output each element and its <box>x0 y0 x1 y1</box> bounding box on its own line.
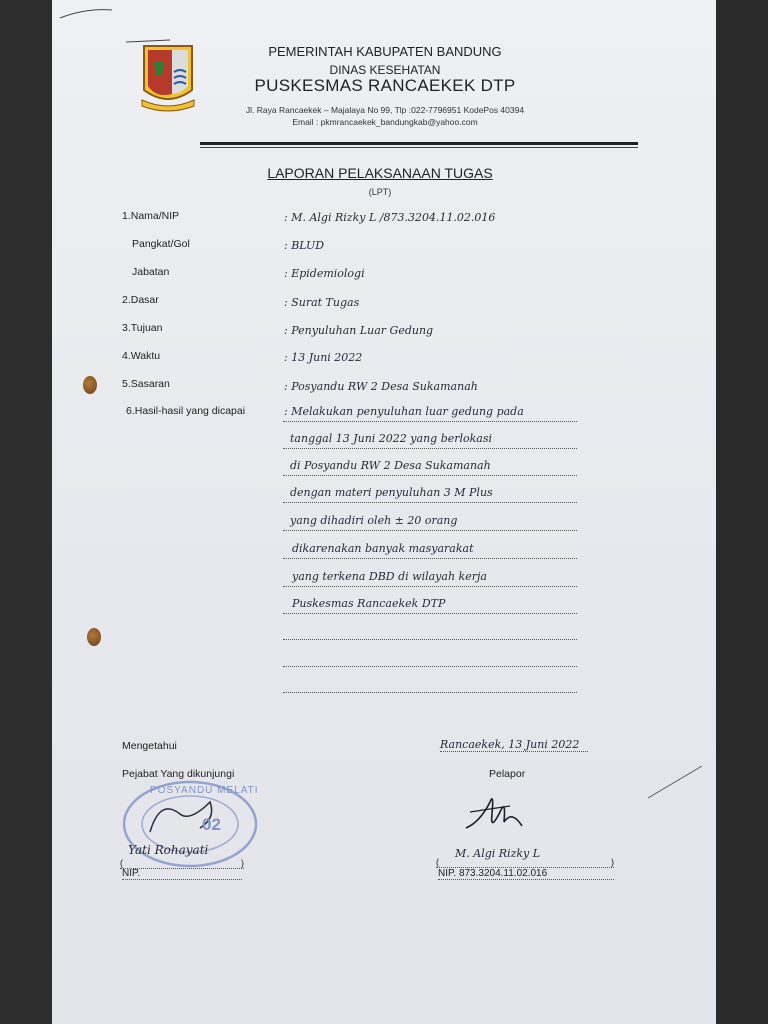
hasil-line-11 <box>283 692 577 693</box>
hasil-line-4: dengan materi penyuluhan 3 M Plus <box>290 486 493 499</box>
hasil-line-2: tanggal 13 Juni 2022 yang berlokasi <box>290 432 493 445</box>
header-government: PEMERINTAH KABUPATEN BANDUNG <box>268 44 502 59</box>
header-institution: PUSKESMAS RANCAEKEK DTP <box>254 76 516 95</box>
report-date: Rancaekek, 13 Juni 2022 <box>440 738 588 752</box>
hasil-line-9 <box>283 639 577 640</box>
field-value-pangkat: : BLUD <box>284 239 325 252</box>
header-address: Jl. Raya Rancaekek – Majalaya No 99, Tlp :022-7796951 KodePos 40394 <box>245 105 525 115</box>
field-value-jabatan: : Epidemiologi <box>284 267 365 280</box>
field-label-sasaran: 5.Sasaran <box>122 378 170 390</box>
mengetahui-label: Mengetahui <box>122 740 177 752</box>
punch-hole-bottom <box>87 628 101 646</box>
left-signer-name: Yati Rohayati <box>128 843 209 857</box>
scan-border-left <box>0 0 52 1024</box>
hasil-line-6: dikarenakan banyak masyarakat <box>292 542 474 555</box>
right-nip: NIP. 873.3204.11.02.016 <box>438 868 614 880</box>
field-value-tujuan: : Penyuluhan Luar Gedung <box>284 324 434 337</box>
field-value-waktu: : 13 Juni 2022 <box>284 351 363 364</box>
stamp-number: 02 <box>202 815 221 834</box>
header-email: Email : pkmrancaekek_bandungkab@yahoo.com <box>292 117 478 127</box>
hasil-line-3: di Posyandu RW 2 Desa Sukamanah <box>290 459 491 472</box>
right-signer-name: M. Algi Rizky L <box>455 847 541 860</box>
pencil-mark-top <box>56 0 176 50</box>
pencil-mark-right <box>646 762 706 802</box>
field-label-pangkat: Pangkat/Gol <box>132 238 190 250</box>
hasil-line-8: Puskesmas Rancaekek DTP <box>292 597 446 610</box>
header-department: DINAS KESEHATAN <box>329 63 441 77</box>
field-value-dasar: : Surat Tugas <box>284 296 360 309</box>
pejabat-label: Pejabat Yang dikunjungi <box>122 768 235 780</box>
report-subtitle: (LPT) <box>368 187 392 197</box>
punch-hole-top <box>83 376 97 394</box>
hasil-line-5: yang dihadiri oleh ± 20 orang <box>290 514 458 527</box>
field-label-tujuan: 3.Tujuan <box>122 322 163 334</box>
hasil-line-1: : Melakukan penyuluhan luar gedung pada <box>284 405 524 418</box>
field-value-nama: : M. Algi Rizky L /873.3204.11.02.016 <box>284 211 496 224</box>
header-rule <box>200 142 638 145</box>
field-label-nama: 1.Nama/NIP <box>122 210 180 222</box>
header-rule-thin <box>200 147 638 148</box>
reporter-signature <box>460 782 530 838</box>
scan-border-right <box>716 0 768 1024</box>
left-nip: NIP. <box>122 868 242 880</box>
regency-logo <box>140 42 196 116</box>
stamp-text: POSYANDU MELATI <box>150 785 259 796</box>
field-label-waktu: 4.Waktu <box>122 350 161 362</box>
field-value-sasaran: : Posyandu RW 2 Desa Sukamanah <box>284 380 478 393</box>
hasil-line-10 <box>283 666 577 667</box>
hasil-line-7: yang terkena DBD di wilayah kerja <box>292 570 487 583</box>
report-title: LAPORAN PELAKSANAAN TUGAS <box>267 165 493 181</box>
pelapor-label: Pelapor <box>489 768 526 780</box>
field-label-jabatan: Jabatan <box>132 266 170 278</box>
field-label-hasil: 6.Hasil-hasil yang dicapai <box>126 405 246 417</box>
field-label-dasar: 2.Dasar <box>122 294 159 306</box>
